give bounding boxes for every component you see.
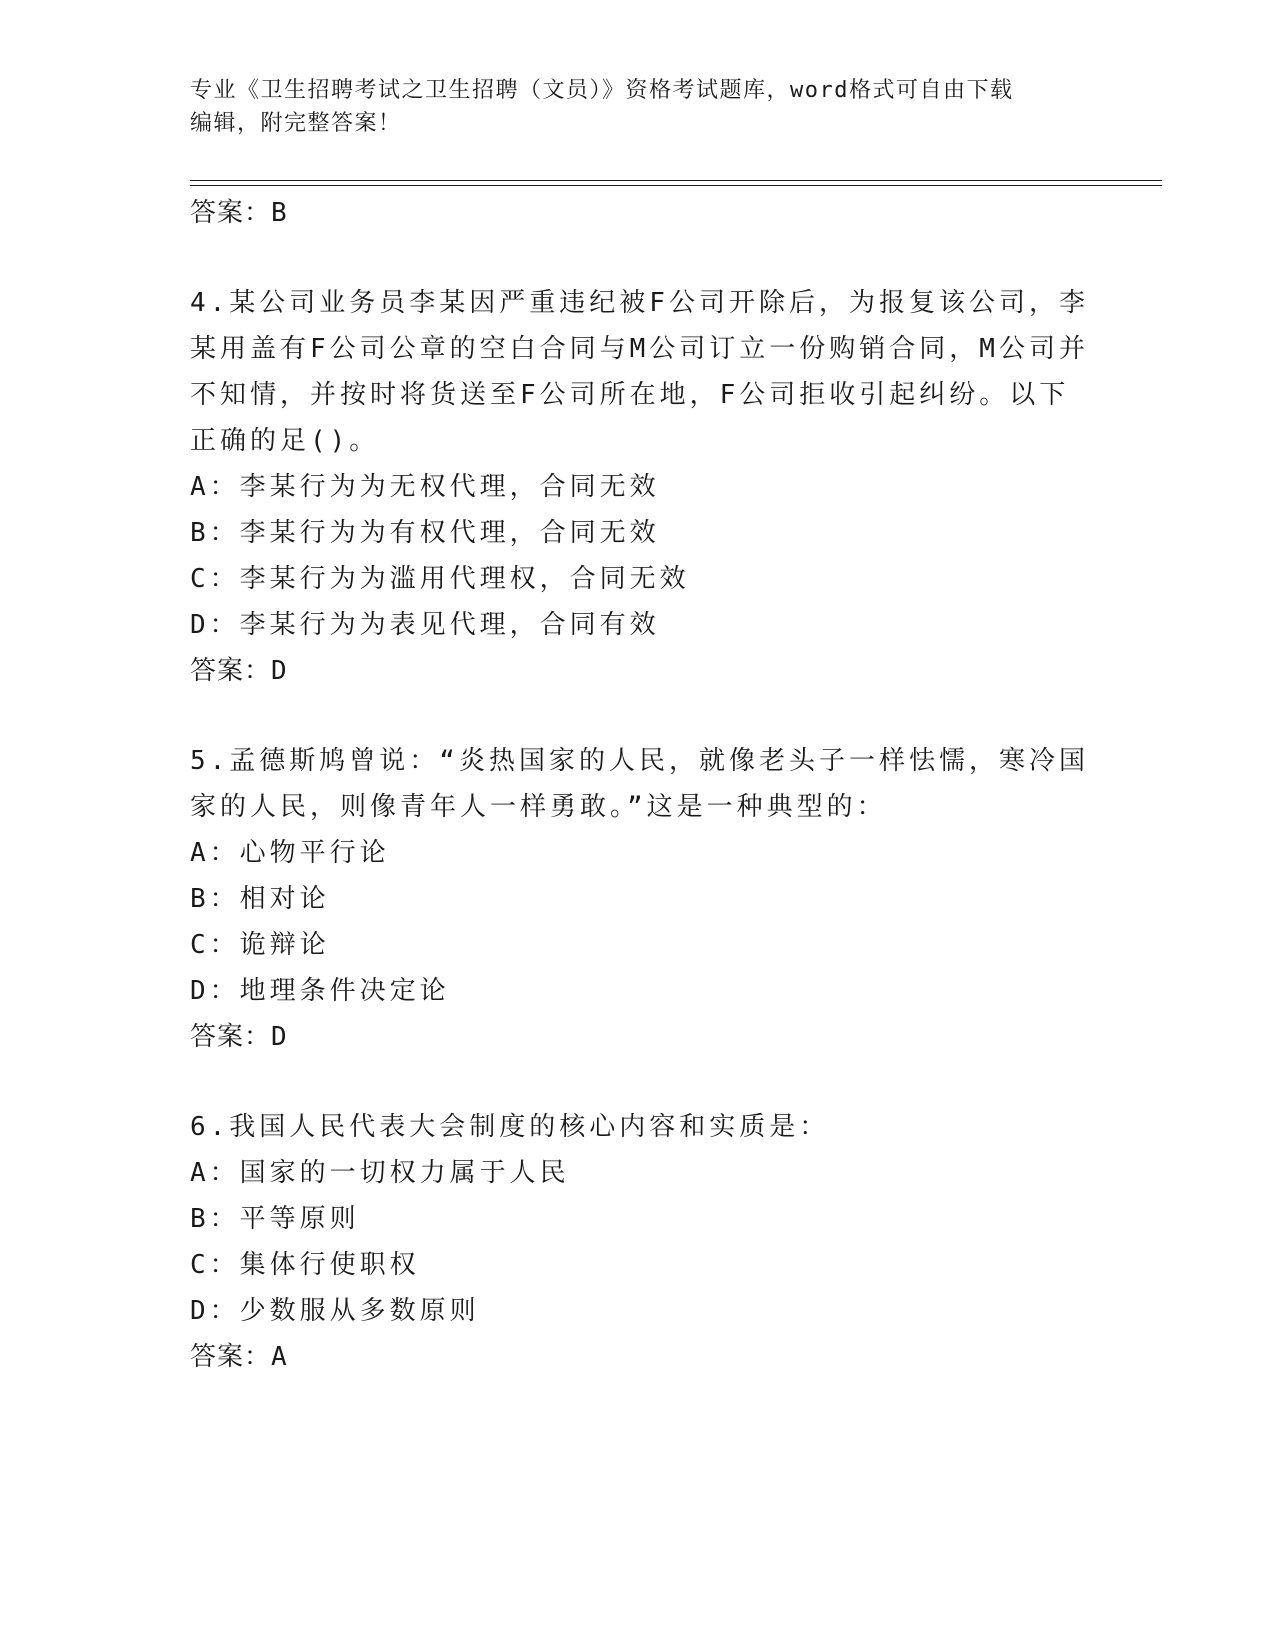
answer-label: 答案： xyxy=(190,1342,272,1372)
answer-label: 答案： xyxy=(190,656,272,686)
document-body xyxy=(190,190,1090,1380)
question-block xyxy=(190,738,1090,1060)
question-text: 4.某公司业务员李某因严重违纪被F公司开除后，为报复该公司，李某用盖有F公司公章的空白合同与M公司订立一份购销合同，M公司并不知情，并按时将货送至F公司所在地，F公司拒收引起纠纷。以下正确的足()。 xyxy=(190,288,1089,456)
header-rule-bottom xyxy=(190,185,1162,186)
option-b: B：李某行为为有权代理，合同无效 xyxy=(190,518,660,548)
option-d: D：李某行为为表见代理，合同有效 xyxy=(190,610,660,640)
answer-value: D xyxy=(271,656,288,686)
header-line-2: 编辑，附完整答案！ xyxy=(190,111,402,136)
option-a: A：心物平行论 xyxy=(190,838,390,868)
option-b: B：相对论 xyxy=(190,884,330,914)
question-block xyxy=(190,280,1090,694)
header-line-1: 专业《卫生招聘考试之卫生招聘（文员）》资格考试题库，word格式可自由下载 xyxy=(190,78,1014,103)
option-c: C：李某行为为滥用代理权，合同无效 xyxy=(190,564,690,594)
answer-line xyxy=(190,1014,1090,1060)
option-d: D：少数服从多数原则 xyxy=(190,1296,480,1326)
answer-line xyxy=(190,648,1090,694)
option-a: A：李某行为为无权代理，合同无效 xyxy=(190,472,660,502)
answer-value: D xyxy=(271,1022,288,1052)
option-c: C：诡辩论 xyxy=(190,930,330,960)
option-d: D：地理条件决定论 xyxy=(190,976,450,1006)
option-b: B：平等原则 xyxy=(190,1204,360,1234)
answer-value: B xyxy=(271,198,288,228)
answer-label: 答案： xyxy=(190,1022,272,1052)
answer-line xyxy=(190,1334,1090,1380)
question-block xyxy=(190,1104,1090,1380)
option-a: A：国家的一切权力属于人民 xyxy=(190,1158,570,1188)
header-rule-top xyxy=(190,180,1162,181)
option-c: C：集体行使职权 xyxy=(190,1250,420,1280)
document-header xyxy=(190,74,1090,140)
question-text: 5.孟德斯鸠曾说：“炎热国家的人民，就像老头子一样怯懦，寒冷国家的人民，则像青年人一样勇敢。”这是一种典型的： xyxy=(190,746,1089,822)
answer-label: 答案： xyxy=(190,198,272,228)
answer-value: A xyxy=(271,1342,288,1372)
question-text: 6.我国人民代表大会制度的核心内容和实质是： xyxy=(190,1112,830,1142)
answer-line xyxy=(190,190,1090,236)
